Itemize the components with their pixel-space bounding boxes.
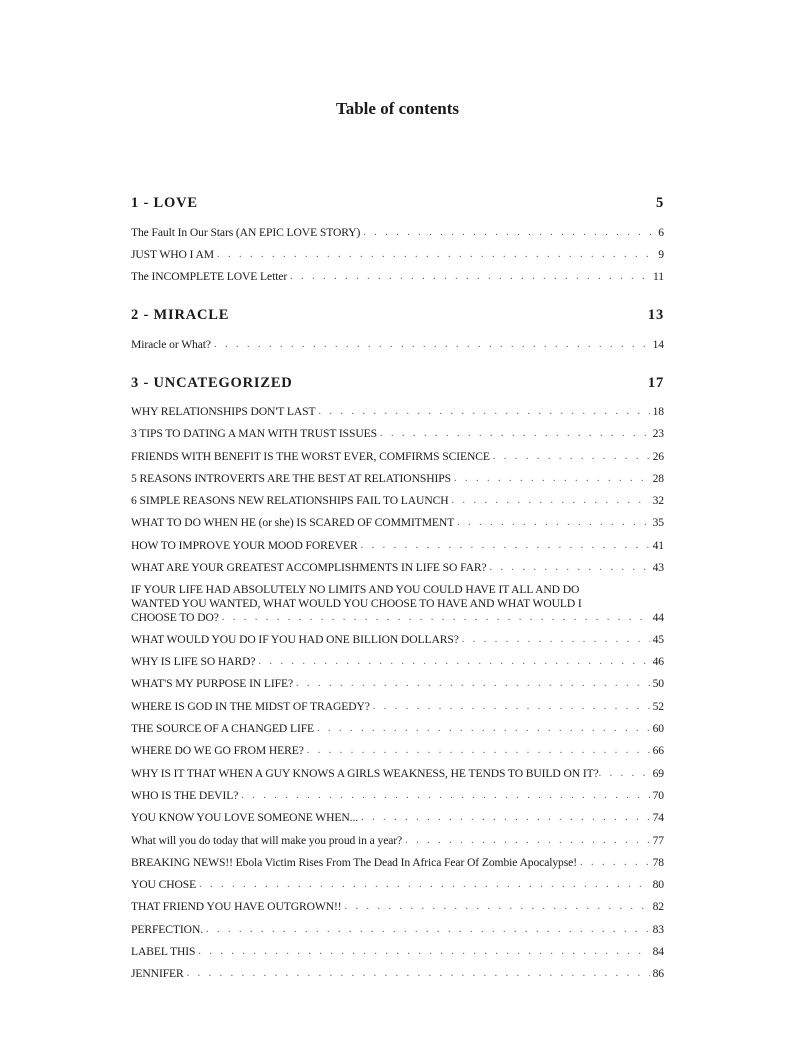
chapter-title: 2 - MIRACLE (131, 307, 230, 323)
entry-title: FRIENDS WITH BENEFIT IS THE WORST EVER, COMFIRMS SCIENCE (131, 450, 490, 463)
entry-page: 28 (652, 472, 664, 485)
toc-entry[interactable] (131, 945, 664, 959)
entry-title: JENNIFER (131, 967, 184, 980)
toc-entry[interactable] (131, 561, 664, 575)
toc-entry[interactable] (131, 677, 664, 691)
leader-dots (380, 427, 650, 441)
leader-dots (214, 338, 650, 352)
entry-page: 14 (652, 338, 664, 351)
leader-dots (290, 270, 650, 284)
entry-last-line (131, 611, 664, 625)
chapter-page: 5 (655, 195, 664, 211)
leader-dots (490, 561, 650, 575)
toc-entry[interactable] (131, 811, 664, 825)
entry-title: WHY IS LIFE SO HARD? (131, 655, 256, 668)
entry-title: Miracle or What? (131, 338, 211, 351)
chapter-title: 1 - LOVE (131, 195, 198, 211)
entry-title: JUST WHO I AM (131, 248, 214, 261)
entry-title: WHAT'S MY PURPOSE IN LIFE? (131, 677, 294, 690)
leader-dots (454, 472, 650, 486)
entry-page: 52 (652, 700, 664, 713)
leader-dots (405, 834, 650, 848)
leader-dots (318, 405, 649, 419)
entry-title: BREAKING NEWS!! Ebola Victim Rises From The Dead In Africa Fear Of Zombie Apocalypse! (131, 856, 577, 869)
leader-dots (258, 655, 649, 669)
entry-page: 82 (652, 900, 664, 913)
chapter-page: 13 (647, 307, 664, 323)
entry-title: The Fault In Our Stars (AN EPIC LOVE STORY) (131, 226, 361, 239)
entry-page: 11 (653, 270, 664, 283)
entry-page: 50 (652, 677, 664, 690)
entry-title: THAT FRIEND YOU HAVE OUTGROWN!! (131, 900, 342, 913)
entry-title-line: CHOOSE TO DO? (131, 611, 219, 624)
toc-entry[interactable] (131, 450, 664, 464)
leader-dots (187, 967, 650, 981)
entry-page: 18 (652, 405, 664, 418)
leader-dots (361, 539, 650, 553)
chapter-title: 3 - UNCATEGORIZED (131, 375, 293, 391)
entry-title-line: IF YOUR LIFE HAD ABSOLUTELY NO LIMITS AND YOU COULD HAVE IT ALL AND DO (131, 583, 580, 596)
leader-dots (462, 633, 650, 647)
entry-page: 70 (652, 789, 664, 802)
leader-dots (599, 767, 653, 781)
entry-title: HOW TO IMPROVE YOUR MOOD FOREVER (131, 539, 358, 552)
entry-page: 83 (652, 923, 664, 936)
toc-entry[interactable] (131, 583, 664, 625)
entry-page: 77 (652, 834, 664, 847)
entry-page: 32 (652, 494, 664, 507)
entry-title: 5 REASONS INTROVERTS ARE THE BEST AT RELATIONSHIPS (131, 472, 451, 485)
leader-dots (199, 878, 649, 892)
leader-dots (222, 611, 650, 625)
entry-page: 43 (652, 561, 664, 574)
entry-title: WHY RELATIONSHIPS DON'T LAST (131, 405, 316, 418)
entry-page: 60 (652, 722, 664, 735)
leader-dots (307, 744, 650, 758)
entry-title: YOU KNOW YOU LOVE SOMEONE WHEN... (131, 811, 359, 824)
toc-entry[interactable] (131, 427, 664, 441)
toc-entry[interactable] (131, 494, 664, 508)
toc-entry[interactable] (131, 923, 664, 937)
entry-page: 9 (658, 248, 664, 261)
entry-title: WHAT TO DO WHEN HE (or she) IS SCARED OF COMMITMENT (131, 516, 455, 529)
entry-page: 35 (652, 516, 664, 529)
leader-dots (241, 789, 649, 803)
toc-entry[interactable] (131, 539, 664, 553)
toc-entry[interactable] (131, 516, 664, 530)
entry-title: YOU CHOSE (131, 878, 197, 891)
entry-page: 74 (652, 811, 664, 824)
toc-entry[interactable] (131, 226, 664, 240)
leader-dots (373, 700, 650, 714)
entry-title: The INCOMPLETE LOVE Letter (131, 270, 288, 283)
entry-title: 6 SIMPLE REASONS NEW RELATIONSHIPS FAIL TO LAUNCH (131, 494, 449, 507)
toc-chapter-uncategorized[interactable] (131, 375, 664, 397)
leader-dots (452, 494, 650, 508)
leader-dots (217, 248, 655, 262)
entry-page: 46 (652, 655, 664, 668)
toc-entry[interactable] (131, 789, 664, 803)
leader-dots (363, 226, 655, 240)
entry-page: 45 (652, 633, 664, 646)
toc-chapter-love[interactable] (131, 195, 664, 217)
toc-entry[interactable] (131, 270, 664, 284)
entry-title: WHERE IS GOD IN THE MIDST OF TRAGEDY? (131, 700, 370, 713)
entry-title: 3 TIPS TO DATING A MAN WITH TRUST ISSUES (131, 427, 377, 440)
leader-dots (580, 856, 650, 870)
leader-dots (296, 677, 650, 691)
entry-title: PERFECTION. (131, 923, 204, 936)
leader-dots (206, 923, 650, 937)
entry-page: 84 (652, 945, 664, 958)
entry-title: WHAT ARE YOUR GREATEST ACCOMPLISHMENTS IN LIFE SO FAR? (131, 561, 487, 574)
toc-entry[interactable] (131, 633, 664, 647)
chapter-page: 17 (647, 375, 664, 391)
entry-page: 80 (652, 878, 664, 891)
toc-entry[interactable] (131, 834, 664, 848)
leader-dots (361, 811, 650, 825)
leader-dots (457, 516, 649, 530)
entry-page: 6 (658, 226, 664, 239)
entry-title: WHERE DO WE GO FROM HERE? (131, 744, 304, 757)
entry-title: WHO IS THE DEVIL? (131, 789, 239, 802)
toc-entry[interactable] (131, 878, 664, 892)
toc-entry[interactable] (131, 722, 664, 736)
entry-title: THE SOURCE OF A CHANGED LIFE (131, 722, 315, 735)
entry-page: 69 (652, 767, 664, 780)
leader-dots (198, 945, 649, 959)
entry-page: 26 (652, 450, 664, 463)
toc-entry[interactable] (131, 472, 664, 486)
entry-title: What will you do today that will make you proud in a year? (131, 834, 403, 847)
entry-page: 44 (652, 611, 664, 624)
page-title: Table of contents (335, 99, 460, 118)
toc-entry[interactable] (131, 767, 664, 781)
entry-page: 41 (652, 539, 664, 552)
toc-entry[interactable] (131, 655, 664, 669)
toc-entry[interactable] (131, 967, 664, 981)
toc-entry[interactable] (131, 405, 664, 419)
entry-page: 86 (652, 967, 664, 980)
toc-entry[interactable] (131, 744, 664, 758)
toc-chapter-miracle[interactable] (131, 307, 664, 329)
entry-page: 23 (652, 427, 664, 440)
leader-dots (317, 722, 650, 736)
toc-entry[interactable] (131, 900, 664, 914)
entry-title: WHY IS IT THAT WHEN A GUY KNOWS A GIRLS WEAKNESS, HE TENDS TO BUILD ON IT? (131, 767, 599, 780)
leader-dots (493, 450, 650, 464)
toc-entry[interactable] (131, 856, 664, 870)
entry-title-line: WANTED YOU WANTED, WHAT WOULD YOU CHOOSE TO HAVE AND WHAT WOULD I (131, 597, 582, 610)
entry-title: WHAT WOULD YOU DO IF YOU HAD ONE BILLION DOLLARS? (131, 633, 459, 646)
leader-dots (345, 900, 650, 914)
entry-page: 78 (652, 856, 664, 869)
toc-entry[interactable] (131, 248, 664, 262)
entry-title: LABEL THIS (131, 945, 196, 958)
toc-entry[interactable] (131, 338, 664, 352)
entry-page: 66 (652, 744, 664, 757)
toc-entry[interactable] (131, 700, 664, 714)
